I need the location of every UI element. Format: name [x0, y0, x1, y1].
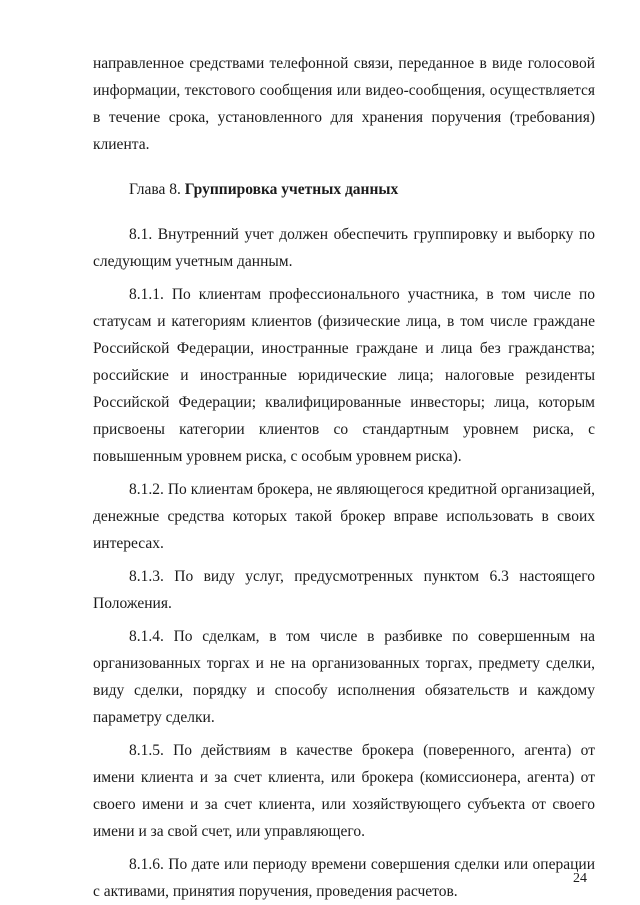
chapter-number: Глава 8.	[129, 181, 181, 198]
chapter-title: Группировка учетных данных	[184, 181, 399, 198]
paragraph-8-1: 8.1. Внутренний учет должен обеспечить группировку и выборку по следующим учетным данным.	[93, 226, 595, 270]
paragraph-8-1-2: 8.1.2. По клиентам брокера, не являющегося кредитной организацией, денежные средства которых такой брокер вправе использовать в своих интересах.	[93, 481, 595, 552]
paragraph-8-1-6: 8.1.6. По дате или периоду времени совершения сделки или операции с активами, принятия поручения, проведения расчетов.	[93, 856, 595, 900]
paragraph-8-1-3: 8.1.3. По виду услуг, предусмотренных пунктом 6.3 настоящего Положения.	[93, 568, 595, 612]
paragraph-intro: направленное средствами телефонной связи, переданное в виде голосовой информации, текстового сообщения или видео-сообщения, осуществляется в течение срока, установленного для хранения поручения (требования) клиента.	[93, 55, 595, 153]
chapter-heading	[93, 176, 595, 203]
paragraph-8-1-1: 8.1.1. По клиентам профессионального участника, в том числе по статусам и категориям клиентов (физические лица, в том числе граждане Российской Федерации, иностранные граждане и лица без гражданства; российские и иностранные юридические лица; налоговые резиденты Российской Федерации; квалифицированные инвесторы; лица, которым присвоены категории клиентов со стандартным уровнем риска, с повышенным уровнем риска, с особым уровнем риска).	[93, 286, 595, 465]
document-page	[93, 50, 595, 905]
page-number: 24	[573, 871, 587, 886]
paragraph-8-1-5: 8.1.5. По действиям в качестве брокера (поверенного, агента) от имени клиента и за счет клиента, или брокера (комиссионера, агента) от своего имени и за счет клиента, или хозяйствующего субъекта от своего имени и за свой счет, или управляющего.	[93, 742, 595, 840]
paragraph-8-1-4: 8.1.4. По сделкам, в том числе в разбивке по совершенным на организованных торгах и не на организованных торгах, предмету сделки, виду сделки, порядку и способу исполнения обязательств и каждому параметру сделки.	[93, 628, 595, 726]
